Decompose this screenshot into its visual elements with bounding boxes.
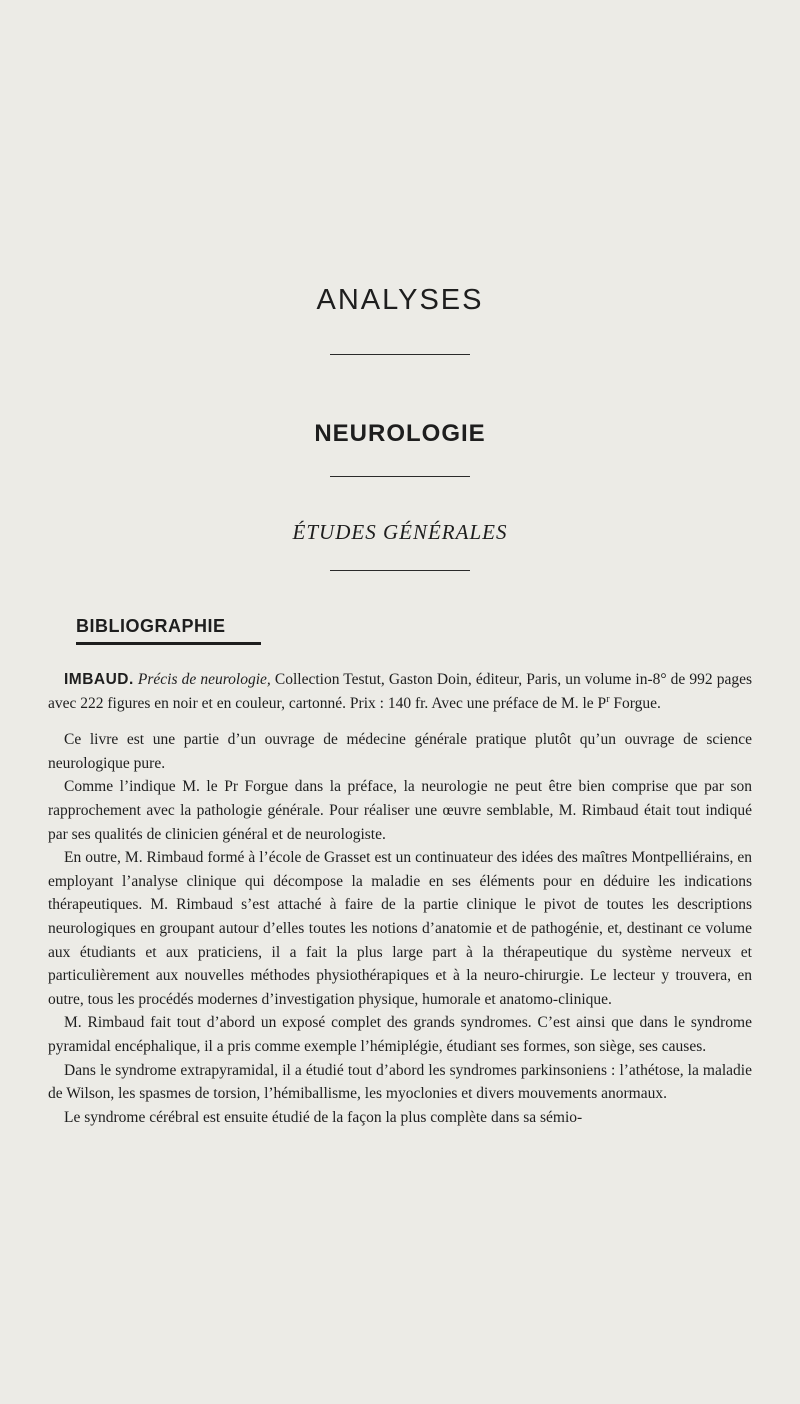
paragraph: Dans le syndrome extrapyramidal, il a étudié tout d’abord les syndromes parkinsoniens : l’athétose, la maladie de Wilson, les spasmes de torsion, l’hémiballisme, les myoclonies et divers mouvements anormaux. bbox=[48, 1061, 752, 1103]
divider-rule bbox=[330, 476, 470, 477]
category-title: ÉTUDES GÉNÉRALES bbox=[292, 520, 508, 544]
paragraph: Ce livre est une partie d’un ouvrage de médecine générale pratique plutôt qu’un ouvrage de science neurologique pure. bbox=[48, 731, 752, 772]
entry-details-end: Forgue. bbox=[609, 694, 661, 712]
divider-rule bbox=[330, 570, 470, 571]
paragraph: En outre, M. Rimbaud formé à l’école de Grasset est un continuateur des idées des maîtres Montpelliérains, en employant l’analyse clinique qui décompose la maladie en ses éléments pour en déduire les indications thérapeutiques. M. Rimbaud s’est attaché à faire de la partie clinique le pivot de toutes les descriptions neurologiques en groupant autour d’elles toutes les notions d’anatomie et de pathogénie, et, destinant ce volume aux étudiants et aux praticiens, il a fait la plus large part à la thérapeutique du système nerveux et particulièrement aux nouvelles méthodes physiothérapiques et à la neuro-chirurgie. Le lecteur y trouvera, en outre, tous les procédés modernes d’investigation physique, humorale et anatomo-clinique. bbox=[48, 849, 752, 1008]
article-body bbox=[48, 668, 752, 1129]
entry-author: IMBAUD. bbox=[64, 671, 134, 688]
entry-details: Collection Testut, Gaston Doin, éditeur, Paris, un volume in-8° de 992 pages avec 222 figures en noir et en couleur, cartonné. Prix : 140 fr. Avec une préface de M. le P bbox=[48, 671, 753, 712]
paragraph: M. Rimbaud fait tout d’abord un exposé complet des grands syndromes. C’est ainsi que dans le syndrome pyramidal encéphalique, il a pris comme exemple l’hémiplégie, étudiant ses formes, son siège, ses causes. bbox=[48, 1014, 752, 1055]
entry-details-superscript: r bbox=[606, 693, 610, 705]
paragraph: Le syndrome cérébral est ensuite étudié de la façon la plus complète dans sa sémio- bbox=[64, 1108, 583, 1126]
bibliography-entry bbox=[48, 668, 752, 715]
section-title: ANALYSES bbox=[316, 284, 484, 316]
subsection-title: NEUROLOGIE bbox=[314, 420, 486, 447]
heading-underline bbox=[76, 642, 261, 645]
paragraph: Comme l’indique M. le Pr Forgue dans la préface, la neurologie ne peut être bien comprise que par son rapprochement avec la pathologie générale. Pour réaliser une œuvre semblable, M. Rimbaud était tout indiqué par ses qualités de clinicien général et de neurologiste. bbox=[48, 778, 752, 843]
entry-title: Précis de neurologie, bbox=[137, 671, 271, 688]
divider-rule bbox=[330, 354, 470, 355]
bibliography-heading: BIBLIOGRAPHIE bbox=[76, 616, 226, 636]
